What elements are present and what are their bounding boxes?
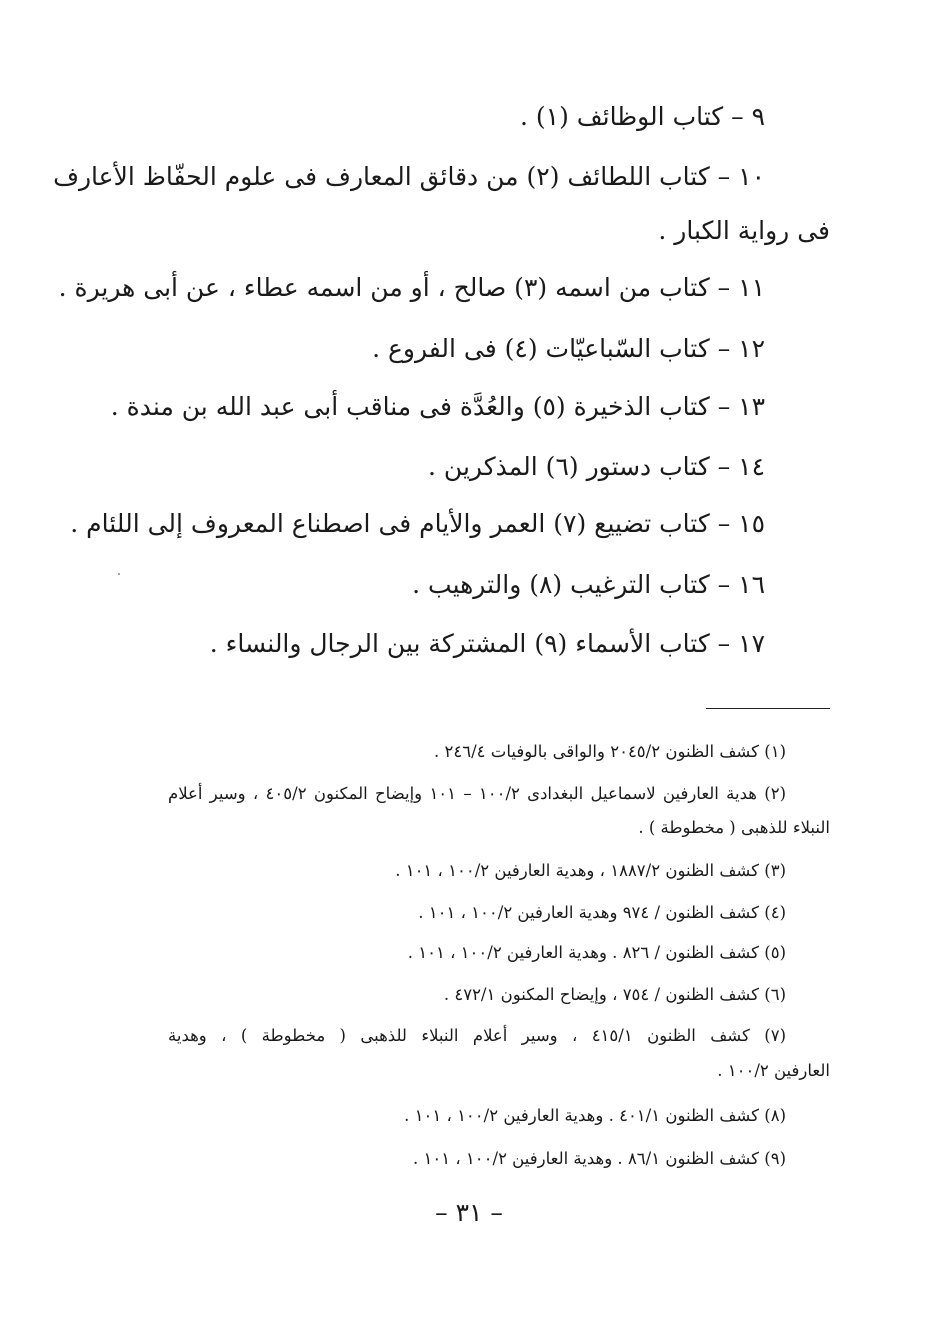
page-number: – ٣١ – <box>435 1198 503 1227</box>
entry-15: ١٥ – كتاب تضييع (٧) العمر والأيام فى اصطناع المعروف إلى اللئام . <box>70 509 765 538</box>
footnote-7-continuation: العارفين ١٠٠/٢ . <box>717 1061 830 1080</box>
entry-9: ٩ – كتاب الوظائف (١) . <box>520 102 765 131</box>
footnote-4: (٤) كشف الظنون / ٩٧٤ وهدية العارفين ١٠٠/٢ ، ١٠١ . <box>418 903 786 922</box>
footnote-6: (٦) كشف الظنون / ٧٥٤ ، وإيضاح المكنون ٤٧٢/١ . <box>443 985 786 1004</box>
footnote-5: (٥) كشف الظنون / ٨٢٦ . وهدية العارفين ١٠٠/٢ ، ١٠١ . <box>407 943 786 962</box>
footnote-3: (٣) كشف الظنون ١٨٨٧/٢ ، وهدية العارفين ١٠٠/٢ ، ١٠١ . <box>395 861 786 880</box>
footnote-separator <box>706 708 830 709</box>
footnote-9: (٩) كشف الظنون ٨٦/١ . وهدية العارفين ١٠٠/٢ ، ١٠١ . <box>413 1149 786 1168</box>
entry-16: ١٦ – كتاب الترغيب (٨) والترهيب . <box>412 570 765 599</box>
stray-mark <box>118 573 120 575</box>
entry-13: ١٣ – كتاب الذخيرة (٥) والعُدَّة فى مناقب أبى عبد الله بن مندة . <box>110 392 765 421</box>
entry-14: ١٤ – كتاب دستور (٦) المذكرين . <box>428 452 765 481</box>
footnote-2: (٢) هدية العارفين لاسماعيل البغدادى ١٠٠/٢ – ١٠١ وإيضاح المكنون ٤٠٥/٢ ، وسير أعلام <box>168 784 787 803</box>
entry-10: ١٠ – كتاب اللطائف (٢) من دقائق المعارف فى علوم الحفّاظ الأعارف <box>53 162 765 191</box>
entry-11: ١١ – كتاب من اسمه (٣) صالح ، أو من اسمه عطاء ، عن أبى هريرة . <box>58 273 765 302</box>
footnote-7: (٧) كشف الظنون ٤١٥/١ ، وسير أعلام النبلاء للذهبى ( مخطوطة ) ، وهدية <box>168 1026 786 1045</box>
entry-10-continuation: فى رواية الكبار . <box>658 216 830 245</box>
entry-17: ١٧ – كتاب الأسماء (٩) المشتركة بين الرجال والنساء . <box>209 629 765 658</box>
footnote-1: (١) كشف الظنون ٢٠٤٥/٢ والواقى بالوفيات ٢٤٦/٤ . <box>434 742 786 761</box>
footnote-8: (٨) كشف الظنون ٤٠١/١ . وهدية العارفين ١٠٠/٢ ، ١٠١ . <box>404 1106 786 1125</box>
entry-12: ١٢ – كتاب السّباعيّات (٤) فى الفروع . <box>372 334 765 363</box>
footnote-2-continuation: النبلاء للذهبى ( مخطوطة ) . <box>638 818 830 837</box>
